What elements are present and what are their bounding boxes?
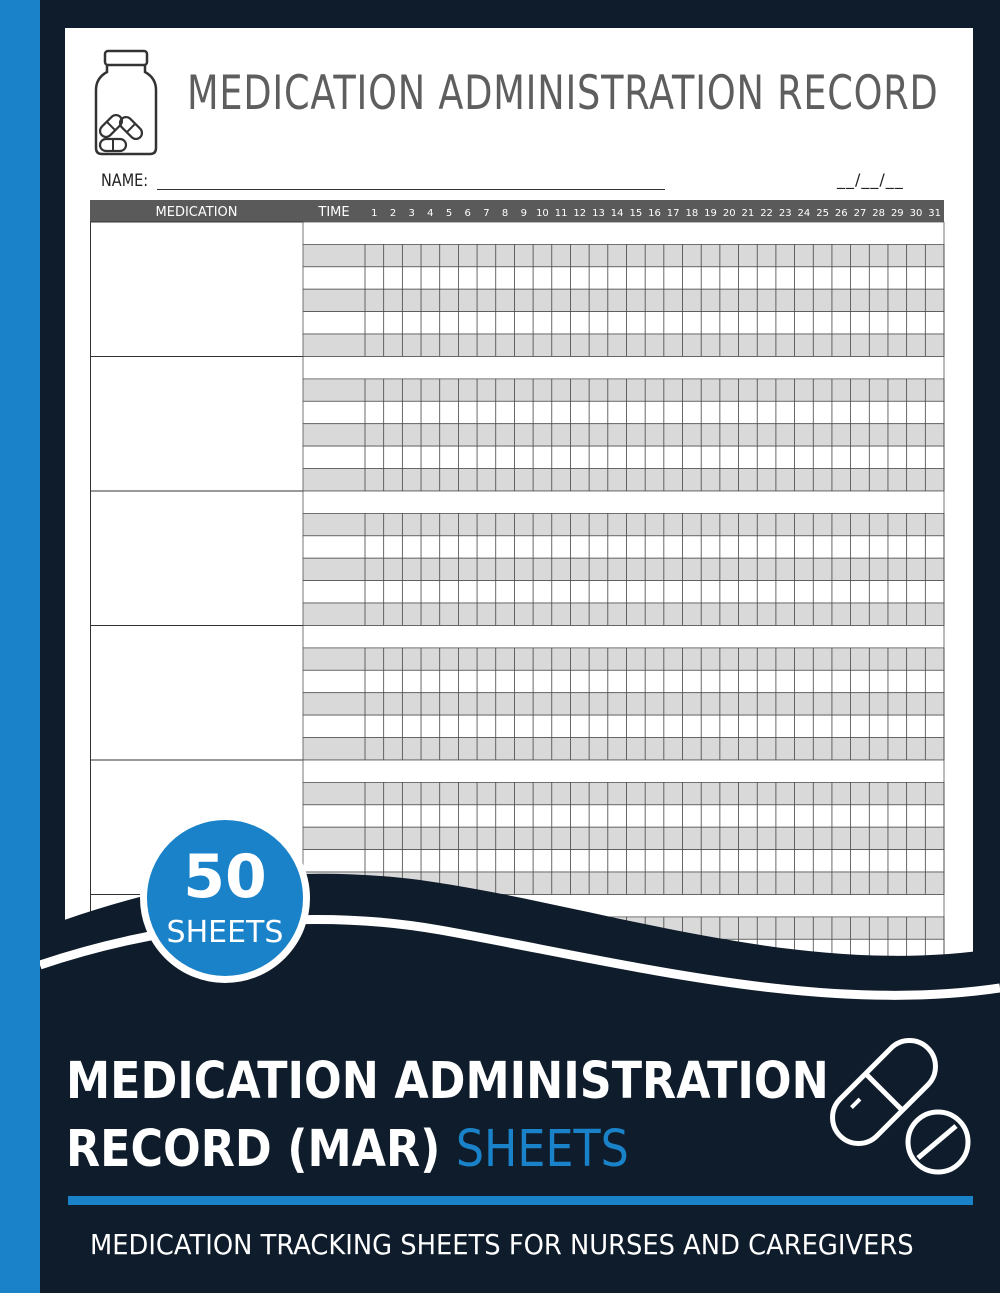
day-header-28: 28	[872, 208, 885, 219]
day-header-31: 31	[928, 208, 942, 219]
day-header-23: 23	[778, 208, 792, 219]
day-header-4: 4	[427, 208, 434, 219]
day-header-19: 19	[704, 208, 717, 219]
capsule-and-tablet-icon	[826, 1030, 976, 1180]
day-header-25: 25	[816, 208, 829, 219]
medication-header: MEDICATION	[155, 205, 238, 220]
day-header-17: 17	[666, 208, 680, 219]
day-header-5: 5	[445, 208, 453, 219]
day-header-24: 24	[797, 208, 811, 219]
name-label: NAME:	[101, 171, 149, 191]
day-header-20: 20	[722, 208, 736, 219]
sheet-count-badge	[140, 813, 310, 983]
day-header-10: 10	[536, 208, 549, 219]
cover-title	[66, 1048, 829, 1184]
accent-bar	[68, 1196, 973, 1205]
day-header-18: 18	[685, 208, 699, 219]
cover-subtitle: MEDICATION TRACKING SHEETS FOR NURSES AND CAREGIVERS	[90, 1228, 914, 1261]
cover-title-line1: MEDICATION ADMINISTRATION	[66, 1052, 829, 1111]
cover-title-line2	[66, 1116, 727, 1184]
sheet-title: MEDICATION ADMINISTRATION RECORD	[187, 66, 939, 121]
day-header-14: 14	[610, 208, 624, 219]
day-header-30: 30	[909, 208, 923, 219]
date-field: __/__/__	[837, 170, 904, 189]
day-header-11: 11	[554, 208, 568, 219]
day-header-2: 2	[389, 208, 397, 219]
cover-title-line2-accent: SHEETS	[455, 1120, 629, 1179]
badge-label: SHEETS	[166, 915, 284, 950]
cover-title-line2-white: RECORD (MAR)	[66, 1120, 441, 1179]
day-header-22: 22	[760, 208, 773, 219]
day-header-26: 26	[834, 208, 848, 219]
day-header-8: 8	[501, 208, 509, 219]
day-header-16: 16	[648, 208, 661, 219]
day-header-3: 3	[408, 208, 415, 219]
badge-number: 50	[183, 842, 267, 912]
day-header-13: 13	[592, 208, 605, 219]
blue-side-stripe-overlay	[0, 0, 40, 1293]
day-header-29: 29	[890, 208, 904, 219]
day-header-12: 12	[573, 208, 587, 219]
day-header-7: 7	[483, 208, 490, 219]
day-header-15: 15	[629, 208, 643, 219]
day-header-1: 1	[371, 208, 378, 219]
time-header: TIME	[318, 205, 350, 220]
day-header-21: 21	[741, 208, 755, 219]
day-header-9: 9	[520, 208, 527, 219]
day-header-6: 6	[464, 208, 471, 219]
day-header-27: 27	[853, 208, 867, 219]
